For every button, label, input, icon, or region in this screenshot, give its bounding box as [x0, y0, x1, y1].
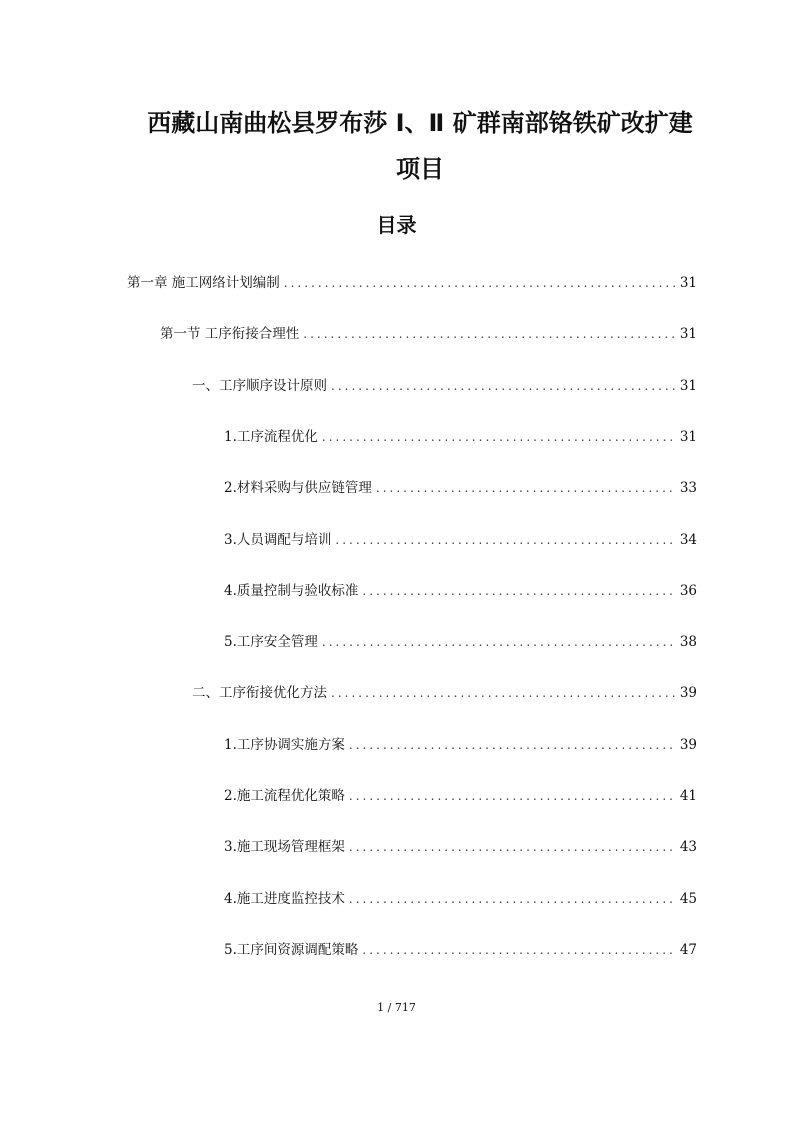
toc-entry-label: 1.工序流程优化: [224, 429, 318, 445]
toc-entry-label: 4.施工进度监控技术: [224, 891, 345, 907]
document-title-line1: 西藏山南曲松县罗布莎 Ⅰ、Ⅱ 矿群南部铬铁矿改扩建: [147, 109, 693, 137]
toc-entry-page-number: 39: [679, 737, 697, 753]
toc-entry-label: 第一节 工序衔接合理性: [160, 326, 300, 342]
toc-entry-label: 4.质量控制与验收标准: [224, 583, 359, 599]
toc-dot-leader: [349, 783, 676, 809]
toc-dot-leader: [322, 629, 676, 655]
toc-dot-leader: [284, 270, 676, 296]
toc-entry-label: 二、工序衔接优化方法: [192, 685, 327, 701]
toc-entry-page-number: 39: [679, 685, 697, 701]
document-title-line2: 项目: [396, 155, 444, 183]
toc-entry[interactable]: [224, 578, 697, 604]
toc-entry-page-number: 31: [679, 326, 697, 342]
toc-entry-page-number: 31: [679, 275, 697, 291]
toc-entry[interactable]: [192, 680, 697, 706]
toc-dot-leader: [303, 321, 676, 347]
toc-entry[interactable]: [224, 937, 697, 963]
toc-entry[interactable]: [224, 732, 697, 758]
toc-entry-page-number: 47: [679, 942, 697, 958]
toc-entry[interactable]: [192, 373, 697, 399]
toc-dot-leader: [331, 373, 676, 399]
toc-entry[interactable]: [127, 270, 697, 296]
toc-dot-leader: [331, 680, 676, 706]
toc-dot-leader: [362, 578, 675, 604]
toc-entry-label: 1.工序协调实施方案: [224, 737, 345, 753]
toc-entry-label: 3.施工现场管理框架: [224, 839, 345, 855]
toc-entry-label: 2.材料采购与供应链管理: [224, 480, 372, 496]
toc-entry-label: 3.人员调配与培训: [224, 532, 332, 548]
page-number-footer: 1 / 717: [377, 1001, 416, 1014]
toc-entry-page-number: 36: [679, 583, 697, 599]
toc-heading: 目录: [376, 213, 417, 237]
toc-dot-leader: [335, 527, 675, 553]
toc-entry[interactable]: [224, 424, 697, 450]
toc-dot-leader: [349, 886, 676, 912]
toc-entry-page-number: 31: [679, 378, 697, 394]
toc-entry-label: 第一章 施工网络计划编制: [127, 275, 280, 291]
toc-entry[interactable]: [224, 629, 697, 655]
toc-dot-leader: [349, 732, 676, 758]
toc-entry-page-number: 34: [679, 532, 697, 548]
toc-entry-label: 5.工序间资源调配策略: [224, 942, 359, 958]
toc-entry[interactable]: [224, 527, 697, 553]
toc-entry[interactable]: [224, 475, 697, 501]
toc-entry-label: 2.施工流程优化策略: [224, 788, 345, 804]
toc-entry-page-number: 31: [679, 429, 697, 445]
toc-entry[interactable]: [224, 834, 697, 860]
toc-dot-leader: [376, 475, 676, 501]
document-title: [100, 100, 740, 192]
toc-dot-leader: [322, 424, 676, 450]
toc-entry[interactable]: [224, 886, 697, 912]
toc-dot-leader: [362, 937, 675, 963]
toc-entry-page-number: 41: [679, 788, 697, 804]
toc-entry[interactable]: [160, 321, 697, 347]
toc-entry-label: 一、工序顺序设计原则: [192, 378, 327, 394]
toc-entry-label: 5.工序安全管理: [224, 634, 318, 650]
toc-entry-page-number: 38: [679, 634, 697, 650]
toc-entry-page-number: 45: [679, 891, 697, 907]
toc-entry-page-number: 43: [679, 839, 697, 855]
toc-entry[interactable]: [224, 783, 697, 809]
toc-dot-leader: [349, 834, 676, 860]
toc-entry-page-number: 33: [679, 480, 697, 496]
